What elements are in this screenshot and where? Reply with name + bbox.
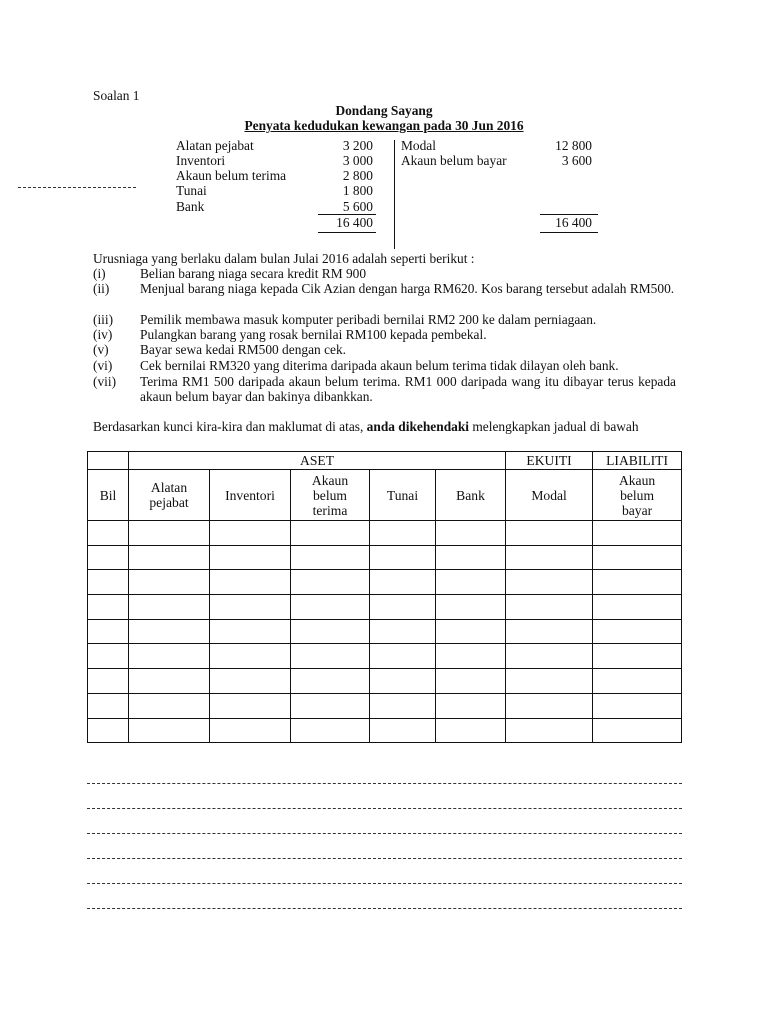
abb-line2: belum bbox=[620, 487, 655, 503]
answer-cell[interactable] bbox=[370, 669, 436, 694]
answer-cell[interactable] bbox=[210, 693, 291, 718]
answer-cell[interactable] bbox=[129, 718, 210, 743]
margin-dashed-mark bbox=[18, 187, 136, 188]
answer-cell[interactable] bbox=[210, 570, 291, 595]
column-header-inventori: Inventori bbox=[210, 470, 291, 521]
abb-line1: Akaun bbox=[618, 472, 656, 488]
transaction-number: (iv) bbox=[93, 327, 113, 342]
transaction-text: Pemilik membawa masuk komputer peribadi bernilai RM2 200 ke dalam perniagaan. bbox=[140, 312, 597, 327]
answer-cell[interactable] bbox=[506, 644, 593, 669]
asset-amount: 3 200 bbox=[342, 138, 373, 153]
transaction-number: (ii) bbox=[93, 281, 110, 296]
answer-cell[interactable] bbox=[436, 521, 506, 546]
answer-line[interactable] bbox=[87, 883, 682, 884]
answer-row bbox=[88, 644, 682, 669]
column-header-bank: Bank bbox=[436, 470, 506, 521]
answer-cell[interactable] bbox=[506, 545, 593, 570]
answer-cell[interactable] bbox=[210, 644, 291, 669]
answer-row bbox=[88, 570, 682, 595]
transaction-number: (vii) bbox=[93, 374, 117, 389]
answer-cell[interactable] bbox=[210, 521, 291, 546]
answer-cell[interactable] bbox=[88, 718, 129, 743]
liabilities-total-line-bottom bbox=[540, 232, 598, 233]
answer-cell[interactable] bbox=[506, 595, 593, 620]
statement-title: Penyata kedudukan kewangan pada 30 Jun 2016 bbox=[244, 118, 524, 133]
abt-line3: terima bbox=[312, 502, 348, 518]
answer-cell[interactable] bbox=[506, 619, 593, 644]
answer-line[interactable] bbox=[87, 808, 682, 809]
abb-line3: bayar bbox=[621, 502, 653, 518]
answer-cell[interactable] bbox=[370, 693, 436, 718]
column-header-tunai: Tunai bbox=[370, 470, 436, 521]
liability-name: Akaun belum bayar bbox=[401, 153, 507, 168]
answer-cell[interactable] bbox=[506, 521, 593, 546]
instruction-before: Berdasarkan kunci kira-kira dan maklumat di atas, bbox=[93, 419, 367, 434]
answer-cell[interactable] bbox=[291, 693, 370, 718]
answer-cell[interactable] bbox=[436, 644, 506, 669]
asset-amount: 5 600 bbox=[342, 199, 373, 214]
question-label: Soalan 1 bbox=[93, 88, 140, 103]
answer-cell[interactable] bbox=[291, 595, 370, 620]
group-header-aset: ASET bbox=[129, 452, 506, 470]
answer-cell[interactable] bbox=[291, 669, 370, 694]
answer-cell[interactable] bbox=[436, 718, 506, 743]
answer-cell[interactable] bbox=[88, 619, 129, 644]
transactions-intro: Urusniaga yang berlaku dalam bulan Julai 2016 adalah seperti berikut : bbox=[93, 251, 475, 266]
instruction-after: melengkapkan jadual di bawah bbox=[469, 419, 639, 434]
answer-cell[interactable] bbox=[436, 669, 506, 694]
answer-cell[interactable] bbox=[370, 718, 436, 743]
asset-name: Bank bbox=[176, 199, 205, 214]
instruction bbox=[93, 419, 639, 434]
answer-cell[interactable] bbox=[88, 669, 129, 694]
answer-cell[interactable] bbox=[291, 718, 370, 743]
answer-rows bbox=[88, 521, 682, 743]
answer-cell[interactable] bbox=[88, 595, 129, 620]
answer-cell[interactable] bbox=[370, 595, 436, 620]
answer-cell[interactable] bbox=[88, 545, 129, 570]
liabilities-total: 16 400 bbox=[555, 215, 592, 230]
answer-cell[interactable] bbox=[129, 644, 210, 669]
liability-amount: 12 800 bbox=[555, 138, 592, 153]
answer-row bbox=[88, 718, 682, 743]
column-header-alatan-pejabat bbox=[129, 470, 210, 521]
column-header-bil-label: Bil bbox=[99, 487, 117, 503]
transaction-text: Belian barang niaga secara kredit RM 900 bbox=[140, 266, 367, 281]
asset-name: Akaun belum terima bbox=[176, 168, 287, 183]
transaction-number: (iii) bbox=[93, 312, 114, 327]
answer-cell[interactable] bbox=[593, 521, 682, 546]
answer-cell[interactable] bbox=[593, 595, 682, 620]
answer-row bbox=[88, 595, 682, 620]
assets-total: 16 400 bbox=[336, 215, 373, 230]
asset-name: Inventori bbox=[176, 153, 226, 168]
answer-cell[interactable] bbox=[506, 669, 593, 694]
answer-cell[interactable] bbox=[129, 669, 210, 694]
transaction-number: (v) bbox=[93, 342, 109, 357]
answer-cell[interactable] bbox=[129, 521, 210, 546]
abt-line2: belum bbox=[313, 487, 347, 503]
answer-row bbox=[88, 545, 682, 570]
liability-amount: 3 600 bbox=[561, 153, 592, 168]
answer-cell[interactable] bbox=[88, 693, 129, 718]
answer-cell[interactable] bbox=[593, 669, 682, 694]
answer-cell[interactable] bbox=[436, 595, 506, 620]
answer-cell[interactable] bbox=[436, 693, 506, 718]
answer-cell[interactable] bbox=[593, 619, 682, 644]
answer-row bbox=[88, 693, 682, 718]
column-header-modal: Modal bbox=[506, 470, 593, 521]
column-header-bil bbox=[88, 470, 129, 521]
answer-cell[interactable] bbox=[436, 619, 506, 644]
answer-cell[interactable] bbox=[129, 545, 210, 570]
balance-sheet-divider bbox=[394, 140, 395, 249]
group-header-liabiliti: LIABILITI bbox=[593, 452, 682, 470]
transaction-text: Pulangkan barang yang rosak bernilai RM100 kepada pembekal. bbox=[140, 327, 487, 342]
answer-cell[interactable] bbox=[370, 521, 436, 546]
answer-cell[interactable] bbox=[88, 521, 129, 546]
answer-cell[interactable] bbox=[129, 570, 210, 595]
transaction-text: Terima RM1 500 daripada akaun belum terima. RM1 000 daripada wang itu dibayar terus kepada akaun belum bayar dan bakinya dibankkan. bbox=[140, 374, 676, 404]
answer-cell[interactable] bbox=[436, 570, 506, 595]
answer-cell[interactable] bbox=[593, 718, 682, 743]
answer-cell[interactable] bbox=[291, 619, 370, 644]
asset-name: Tunai bbox=[176, 183, 207, 198]
instruction-bold: anda dikehendaki bbox=[366, 419, 470, 434]
answer-cell[interactable] bbox=[210, 669, 291, 694]
answer-cell[interactable] bbox=[291, 545, 370, 570]
alatan-line2: pejabat bbox=[149, 495, 189, 510]
answer-cell[interactable] bbox=[506, 718, 593, 743]
asset-amount: 1 800 bbox=[342, 183, 373, 198]
answer-cell[interactable] bbox=[129, 693, 210, 718]
asset-name: Alatan pejabat bbox=[176, 138, 254, 153]
liability-name: Modal bbox=[401, 138, 436, 153]
company-name: Dondang Sayang bbox=[335, 103, 433, 118]
transaction-text: Menjual barang niaga kepada Cik Azian dengan harga RM620. Kos barang tersebut adalah RM500. bbox=[140, 281, 675, 296]
answer-cell[interactable] bbox=[210, 718, 291, 743]
answer-cell[interactable] bbox=[506, 693, 593, 718]
transaction-number: (i) bbox=[93, 266, 106, 281]
answer-cell[interactable] bbox=[593, 693, 682, 718]
answer-cell[interactable] bbox=[291, 570, 370, 595]
group-header-ekuiti: EKUITI bbox=[506, 452, 593, 470]
blank-corner-cell bbox=[88, 452, 129, 470]
answer-cell[interactable] bbox=[593, 545, 682, 570]
answer-line[interactable] bbox=[87, 908, 682, 909]
answer-table bbox=[87, 451, 682, 743]
answer-cell[interactable] bbox=[593, 570, 682, 595]
column-header-akaun-belum-bayar bbox=[593, 470, 682, 521]
asset-amount: 3 000 bbox=[342, 153, 373, 168]
answer-cell[interactable] bbox=[210, 619, 291, 644]
answer-cell[interactable] bbox=[88, 644, 129, 669]
answer-cell[interactable] bbox=[593, 644, 682, 669]
answer-row bbox=[88, 669, 682, 694]
answer-row bbox=[88, 619, 682, 644]
answer-cell[interactable] bbox=[370, 619, 436, 644]
asset-amount: 2 800 bbox=[342, 168, 373, 183]
answer-cell[interactable] bbox=[370, 644, 436, 669]
answer-cell[interactable] bbox=[210, 595, 291, 620]
abt-line1: Akaun bbox=[311, 472, 349, 488]
answer-line[interactable] bbox=[87, 858, 682, 859]
answer-cell[interactable] bbox=[370, 570, 436, 595]
answer-line[interactable] bbox=[87, 833, 682, 834]
transaction-number: (vi) bbox=[93, 358, 113, 373]
column-header-akaun-belum-terima bbox=[291, 470, 370, 521]
answer-line[interactable] bbox=[87, 783, 682, 784]
transaction-text: Bayar sewa kedai RM500 dengan cek. bbox=[140, 342, 346, 357]
assets-total-line-bottom bbox=[318, 232, 376, 233]
answer-cell[interactable] bbox=[291, 521, 370, 546]
answer-cell[interactable] bbox=[129, 595, 210, 620]
answer-cell[interactable] bbox=[506, 570, 593, 595]
alatan-line1: Alatan bbox=[150, 480, 188, 495]
transaction-text: Cek bernilai RM320 yang diterima daripada akaun belum terima tidak dilayan oleh bank. bbox=[140, 358, 619, 373]
answer-row bbox=[88, 521, 682, 546]
answer-cell[interactable] bbox=[210, 545, 291, 570]
answer-cell[interactable] bbox=[291, 644, 370, 669]
answer-cell[interactable] bbox=[88, 570, 129, 595]
answer-cell[interactable] bbox=[370, 545, 436, 570]
answer-cell[interactable] bbox=[129, 619, 210, 644]
answer-cell[interactable] bbox=[436, 545, 506, 570]
